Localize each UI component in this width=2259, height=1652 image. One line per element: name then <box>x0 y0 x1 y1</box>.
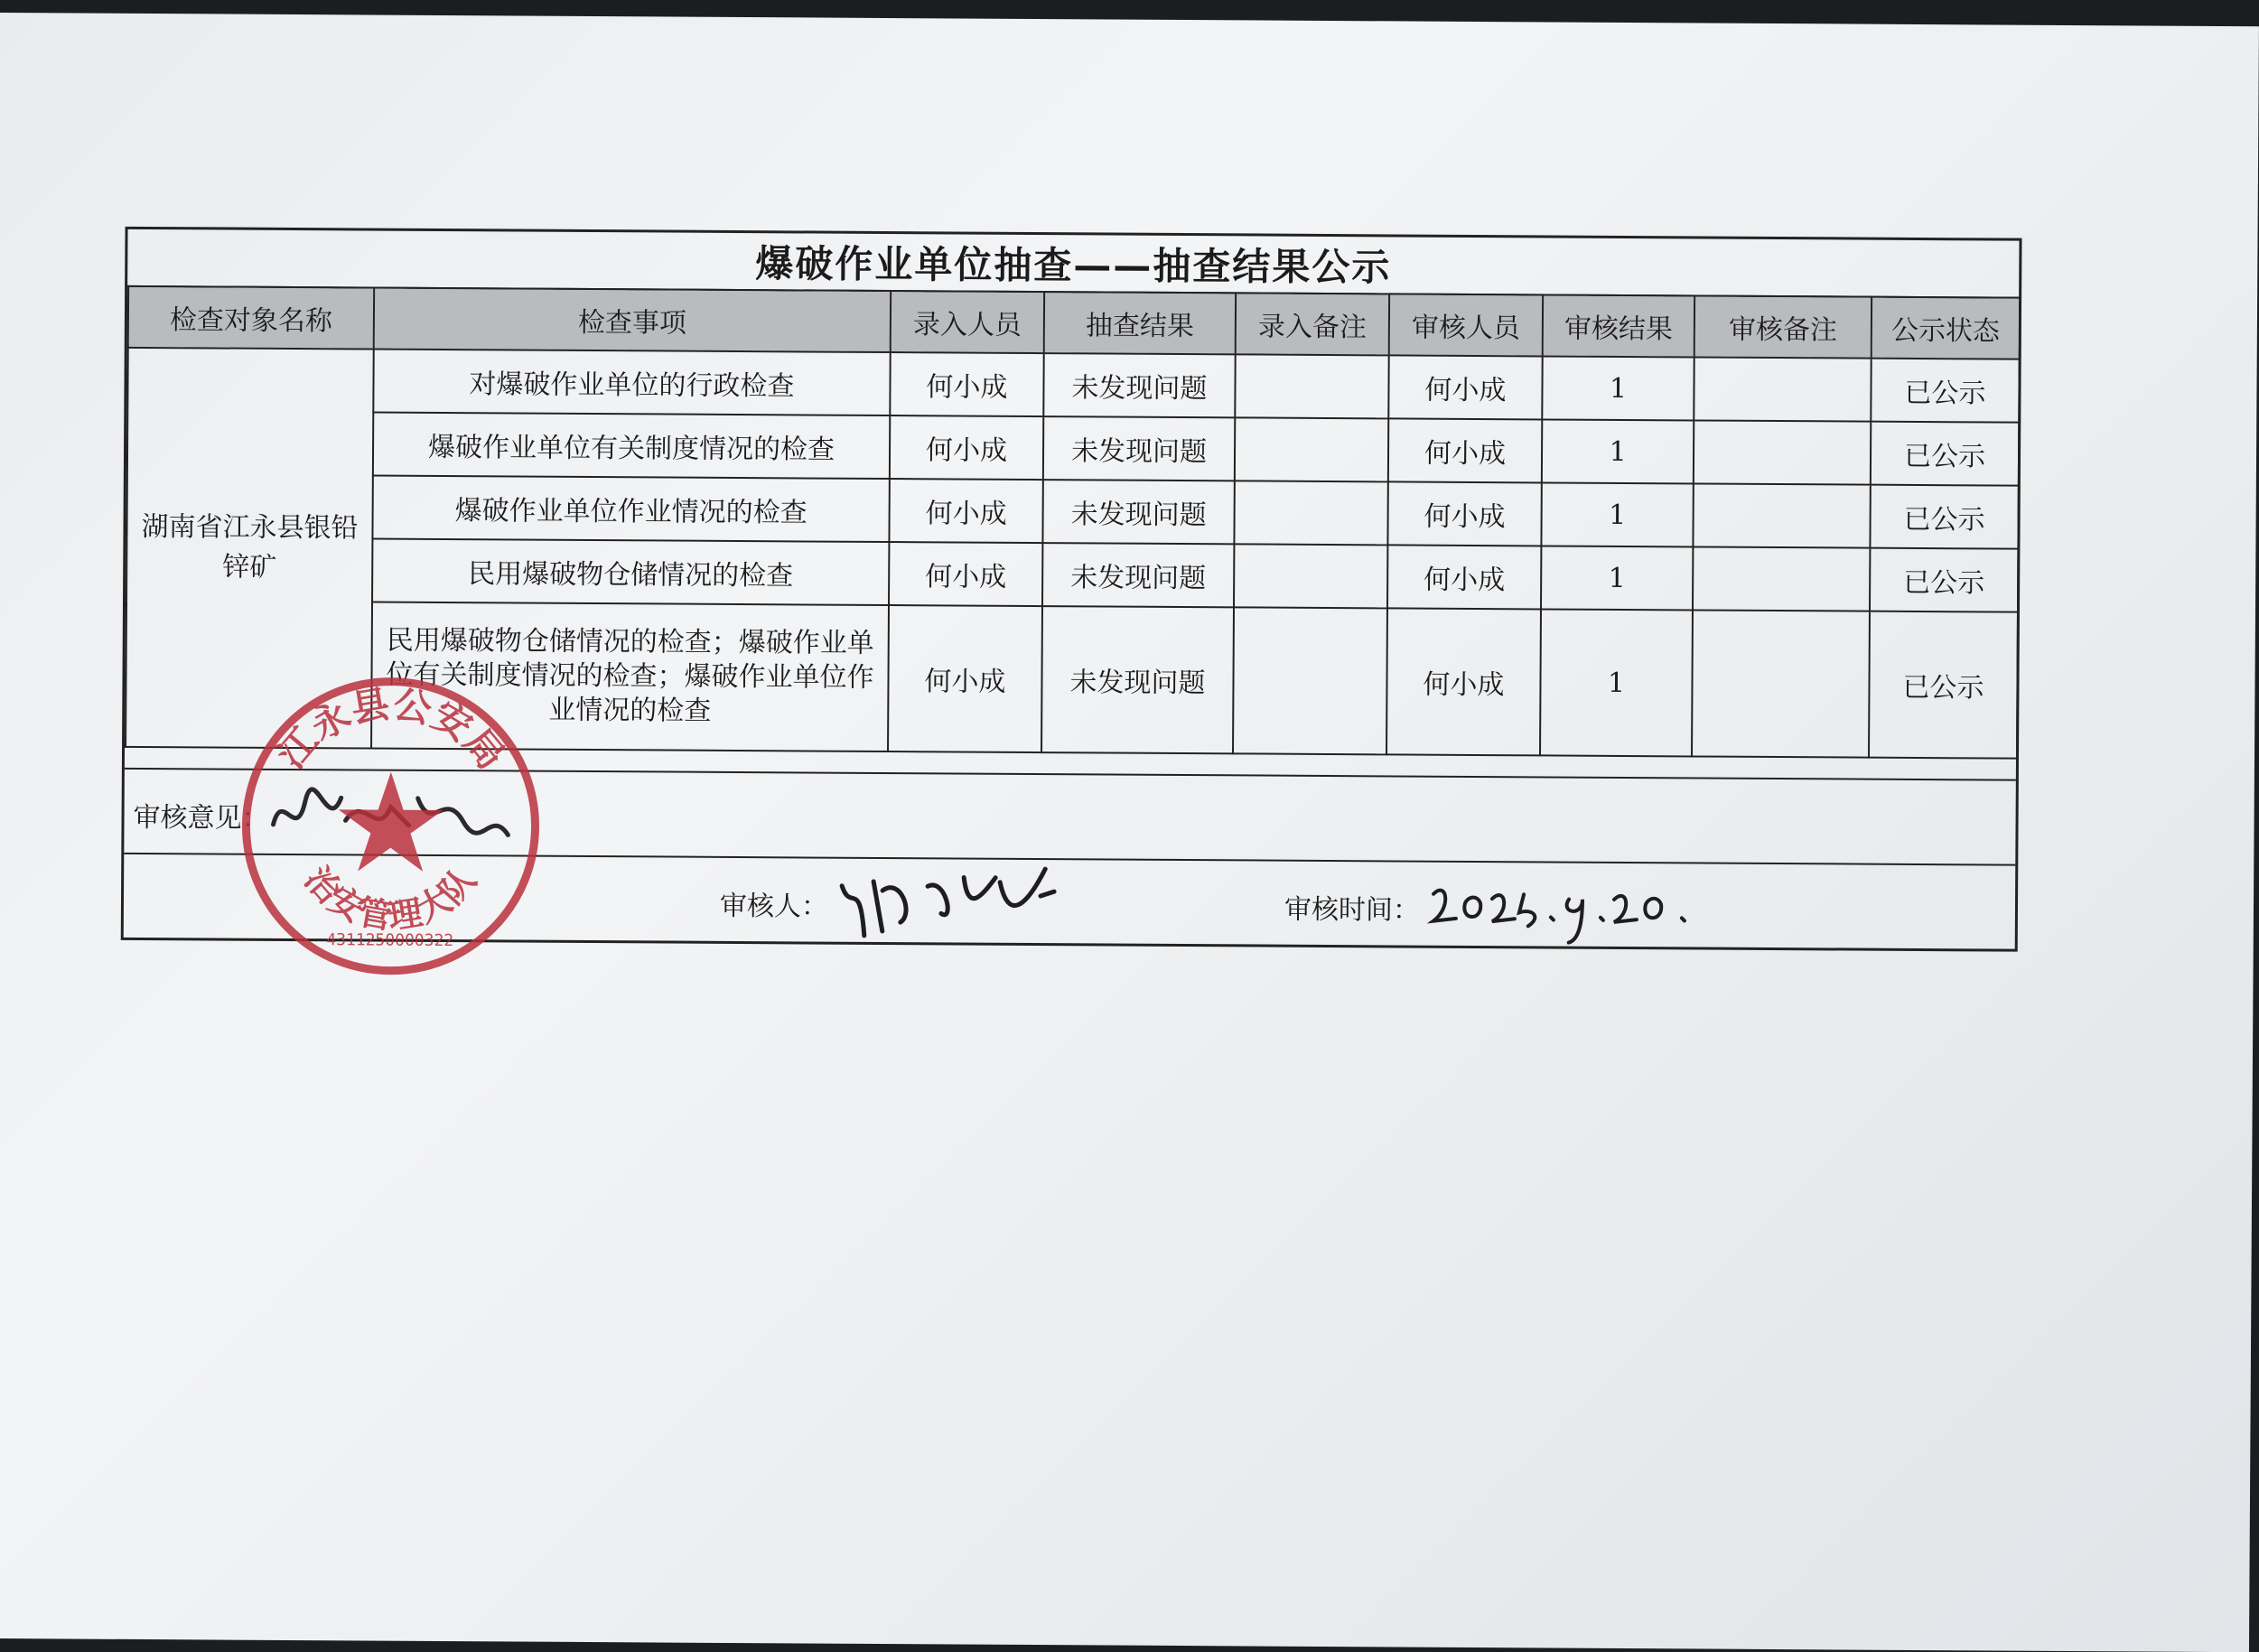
item-cell: 爆破作业单位作业情况的检查 <box>372 476 889 542</box>
col-header-review-note: 审核备注 <box>1694 295 1872 358</box>
reviewer-cell: 何小成 <box>1388 418 1542 482</box>
entry-note-cell <box>1235 417 1388 481</box>
entry-note-cell <box>1233 607 1387 754</box>
table-row <box>126 474 2018 549</box>
status-cell: 已公示 <box>1869 611 2018 759</box>
table-row <box>127 348 2019 423</box>
seal-number: 4311250000322 <box>326 930 454 951</box>
official-seal <box>227 663 554 990</box>
review-result-cell: 1 <box>1542 356 1694 420</box>
review-date-handwriting <box>1424 872 1695 946</box>
review-result-cell: 1 <box>1541 546 1693 610</box>
col-header-review-result: 审核结果 <box>1543 294 1694 357</box>
col-header-entry-note: 录入备注 <box>1236 293 1389 355</box>
header-row <box>128 286 2020 359</box>
col-header-status: 公示状态 <box>1872 297 2020 359</box>
review-result-cell: 1 <box>1540 609 1693 756</box>
review-note-cell <box>1692 610 1870 757</box>
review-note-cell <box>1694 357 1871 421</box>
review-result-cell: 1 <box>1541 482 1693 546</box>
reviewer-cell: 何小成 <box>1387 481 1541 546</box>
reviewer-cell: 何小成 <box>1387 545 1541 609</box>
review-opinion-label: 审核意见： <box>133 801 269 835</box>
entry-note-cell <box>1235 354 1388 418</box>
status-cell: 已公示 <box>1870 485 2018 549</box>
result-cell: 未发现问题 <box>1042 543 1234 607</box>
review-result-cell: 1 <box>1542 419 1694 483</box>
item-cell: 对爆破作业单位的行政检查 <box>373 350 890 415</box>
svg-text:江永县公安局 <box>268 681 514 779</box>
status-cell: 已公示 <box>1871 422 2019 486</box>
entry-person-cell: 何小成 <box>889 542 1042 606</box>
review-note-cell <box>1694 420 1871 484</box>
result-cell: 未发现问题 <box>1043 416 1235 481</box>
result-cell: 未发现问题 <box>1042 480 1234 544</box>
item-cell: 民用爆破物仓储情况的检查 <box>372 539 889 605</box>
seal-bottom-text: 治安管理大队 <box>296 859 484 938</box>
review-time-label: 审核时间： <box>1284 893 1421 927</box>
status-cell: 已公示 <box>1871 359 2019 423</box>
table-row <box>126 537 2018 612</box>
svg-text:治安管理大队 <box>296 859 483 938</box>
entry-person-cell: 何小成 <box>890 415 1043 480</box>
review-note-cell <box>1693 483 1870 547</box>
col-header-entry-person: 录入人员 <box>891 291 1044 353</box>
item-cell: 民用爆破物仓储情况的检查；爆破作业单位有关制度情况的检查；爆破作业单位作业情况的检查 <box>371 602 889 751</box>
form-title: 爆破作业单位抽查——抽查结果公示 <box>127 229 2019 299</box>
entry-person-cell: 何小成 <box>890 352 1043 416</box>
reviewer-cell: 何小成 <box>1386 608 1541 755</box>
seal-top-text: 江永县公安局 <box>268 681 514 778</box>
entry-note-cell <box>1234 481 1387 545</box>
col-header-unit: 检查对象名称 <box>128 286 374 350</box>
reviewer-cell: 何小成 <box>1388 355 1542 419</box>
table-row <box>127 411 2019 486</box>
unit-name-cell: 湖南省江永县银铅锌矿 <box>126 348 374 749</box>
result-cell: 未发现问题 <box>1043 353 1235 417</box>
reviewer-signature <box>828 859 1100 947</box>
col-header-result: 抽查结果 <box>1044 292 1236 354</box>
item-cell: 爆破作业单位有关制度情况的检查 <box>373 413 890 479</box>
col-header-reviewer: 审核人员 <box>1389 294 1543 356</box>
entry-person-cell: 何小成 <box>889 479 1042 543</box>
reviewer-label: 审核人： <box>719 890 829 923</box>
col-header-item: 检查事项 <box>374 288 891 352</box>
status-cell: 已公示 <box>1870 548 2018 612</box>
entry-person-cell: 何小成 <box>888 605 1042 752</box>
result-cell: 未发现问题 <box>1041 606 1234 753</box>
review-note-cell <box>1693 546 1870 611</box>
entry-note-cell <box>1234 544 1387 608</box>
paper-sheet <box>0 13 2259 1652</box>
